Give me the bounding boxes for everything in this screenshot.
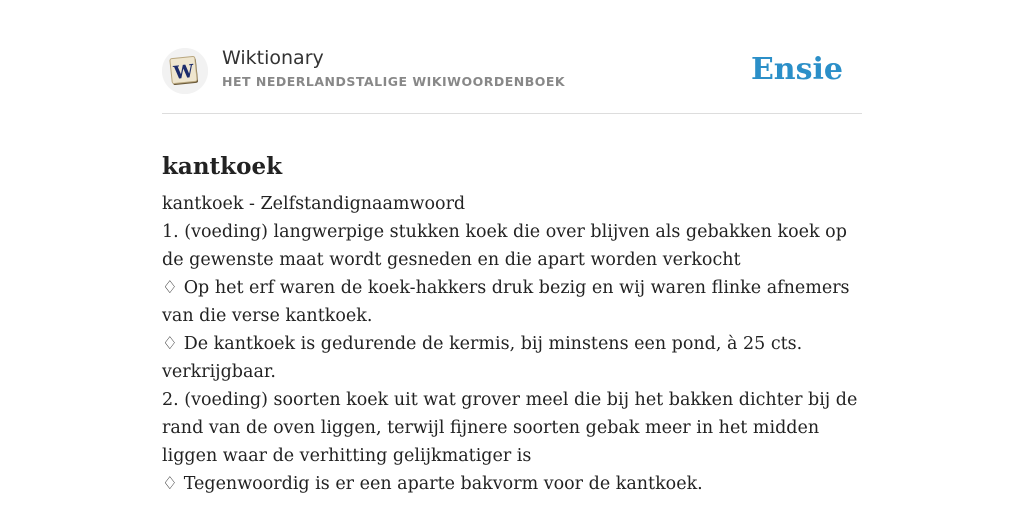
header-divider — [162, 113, 862, 114]
page-title: kantkoek — [162, 153, 283, 181]
definition-2: 2. (voeding) soorten koek uit wat grover meel die bij het bakken dichter bij de rand van de oven liggen, terwijl fijnere soorten gebak meer in het midden liggen waar de verhitting gelijkmatiger is — [162, 390, 858, 466]
example-line — [162, 274, 862, 330]
example-text: De kantkoek is gedurende de kermis, bij minstens een pond, à 25 cts. verkrijgbaar. — [162, 334, 803, 382]
entry-card — [162, 0, 862, 512]
entry-heading: kantkoek - Zelfstandignaamwoord — [162, 194, 466, 214]
example-text: Tegenwoordig is er een aparte bakvorm voor de kantkoek. — [183, 474, 703, 494]
site-header — [162, 46, 862, 96]
example-line — [162, 470, 862, 498]
definition-1: 1. (voeding) langwerpige stukken koek die over blijven als gebakken koek op de gewenste maat wordt gesneden en die apart worden verkocht — [162, 222, 847, 270]
diamond-bullet-icon: ♢ — [162, 278, 178, 298]
site-tagline: HET NEDERLANDSTALIGE WIKIWOORDENBOEK — [222, 74, 566, 89]
entry-content — [162, 190, 862, 498]
wiktionary-logo-icon[interactable] — [162, 48, 208, 94]
diamond-bullet-icon: ♢ — [162, 334, 178, 354]
example-text: Op het erf waren de koek-hakkers druk bezig en wij waren flinke afnemers van die verse kantkoek. — [162, 278, 850, 326]
example-line — [162, 330, 862, 386]
ensie-brand-logo[interactable]: Ensie — [750, 52, 843, 87]
diamond-bullet-icon: ♢ — [162, 474, 178, 494]
svg-text:W: W — [172, 60, 195, 84]
site-name[interactable]: Wiktionary — [222, 47, 324, 69]
